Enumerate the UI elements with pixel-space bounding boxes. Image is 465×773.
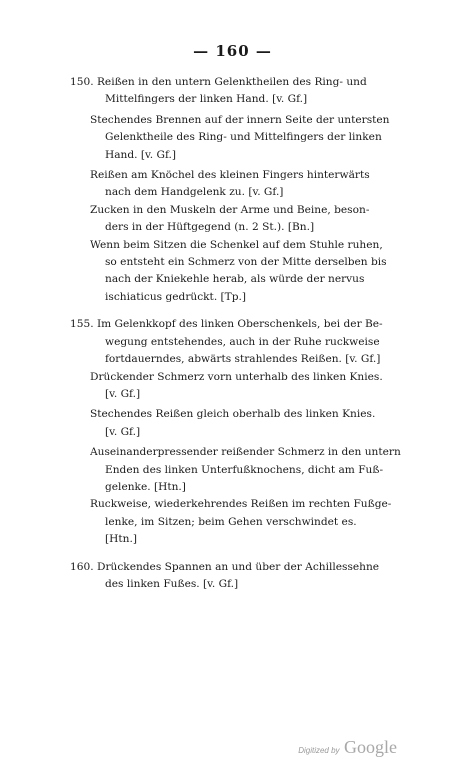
text-line: Auseinanderpressender reißender Schmerz in den untern [90, 446, 401, 459]
symptom-entry [90, 112, 442, 164]
text-line: [Htn.] [105, 533, 137, 546]
text-line: nach der Kniekehle herab, als würde der nervus [105, 273, 365, 286]
text-line: Drückender Schmerz vorn unterhalb des linken Knies. [90, 370, 383, 383]
text-line: [v. Gf.] [105, 387, 141, 400]
text-line: Ruckweise, wiederkehrendes Reißen im rechten Fußge- [90, 498, 392, 511]
text-line: 150. Reißen in den untern Gelenktheilen des Ring- und [70, 76, 367, 88]
text-line: Stechendes Brennen auf der innern Seite der untersten [90, 113, 390, 126]
symptom-entry [70, 316, 442, 368]
page-body [70, 74, 442, 593]
digitization-watermark [298, 737, 397, 758]
symptom-entry [90, 202, 442, 237]
text-line: Gelenktheile des Ring- und Mittelfingers der linken [105, 131, 382, 144]
text-line: fortdauerndes, abwärts strahlendes Reißen. [v. Gf.] [105, 353, 381, 366]
digitized-by-label: Digitized by [298, 746, 340, 755]
text-line: Wenn beim Sitzen die Schenkel auf dem Stuhle ruhen, [90, 238, 383, 251]
symptom-entry [90, 167, 442, 202]
symptom-entry [90, 406, 442, 441]
text-line: Hand. [v. Gf.] [105, 148, 176, 161]
google-logo: Google [344, 737, 397, 757]
text-line: lenke, im Sitzen; beim Gehen verschwindet es. [105, 515, 357, 528]
symptom-entry [90, 369, 442, 404]
text-line: des linken Fußes. [v. Gf.] [105, 577, 239, 590]
text-line: 155. Im Gelenkkopf des linken Oberschenkels, bei der Be- [70, 318, 383, 331]
symptom-entry [90, 444, 442, 496]
symptom-entry [70, 74, 442, 109]
text-line: 160. Drückendes Spannen an und über der Achillessehne [70, 560, 380, 573]
text-line: Reißen am Knöchel des kleinen Fingers hinterwärts [90, 169, 370, 182]
symptom-entry [90, 237, 442, 307]
text-line: gelenke. [Htn.] [105, 480, 186, 493]
text-line: Enden des linken Unterfußknochens, dicht am Fuß- [105, 463, 384, 476]
symptom-entry [70, 559, 442, 594]
symptom-entry [90, 496, 442, 548]
text-line: Mittelfingers der linken Hand. [v. Gf.] [105, 93, 308, 106]
text-line: nach dem Handgelenk zu. [v. Gf.] [105, 186, 284, 199]
text-line: Stechendes Reißen gleich oberhalb des linken Knies. [90, 408, 376, 421]
page-number: — 160 — [193, 42, 272, 60]
text-line: ders in der Hüftgegend (n. 2 St.). [Bn.] [105, 221, 315, 234]
text-line: Zucken in den Muskeln der Arme und Beine, beson- [90, 203, 370, 216]
text-line: [v. Gf.] [105, 425, 141, 438]
text-line: ischiaticus gedrückt. [Tp.] [105, 290, 247, 303]
text-line: so entsteht ein Schmerz von der Mitte derselben bis [105, 256, 387, 269]
text-line: wegung entstehendes, auch in der Ruhe ruckweise [105, 335, 380, 348]
